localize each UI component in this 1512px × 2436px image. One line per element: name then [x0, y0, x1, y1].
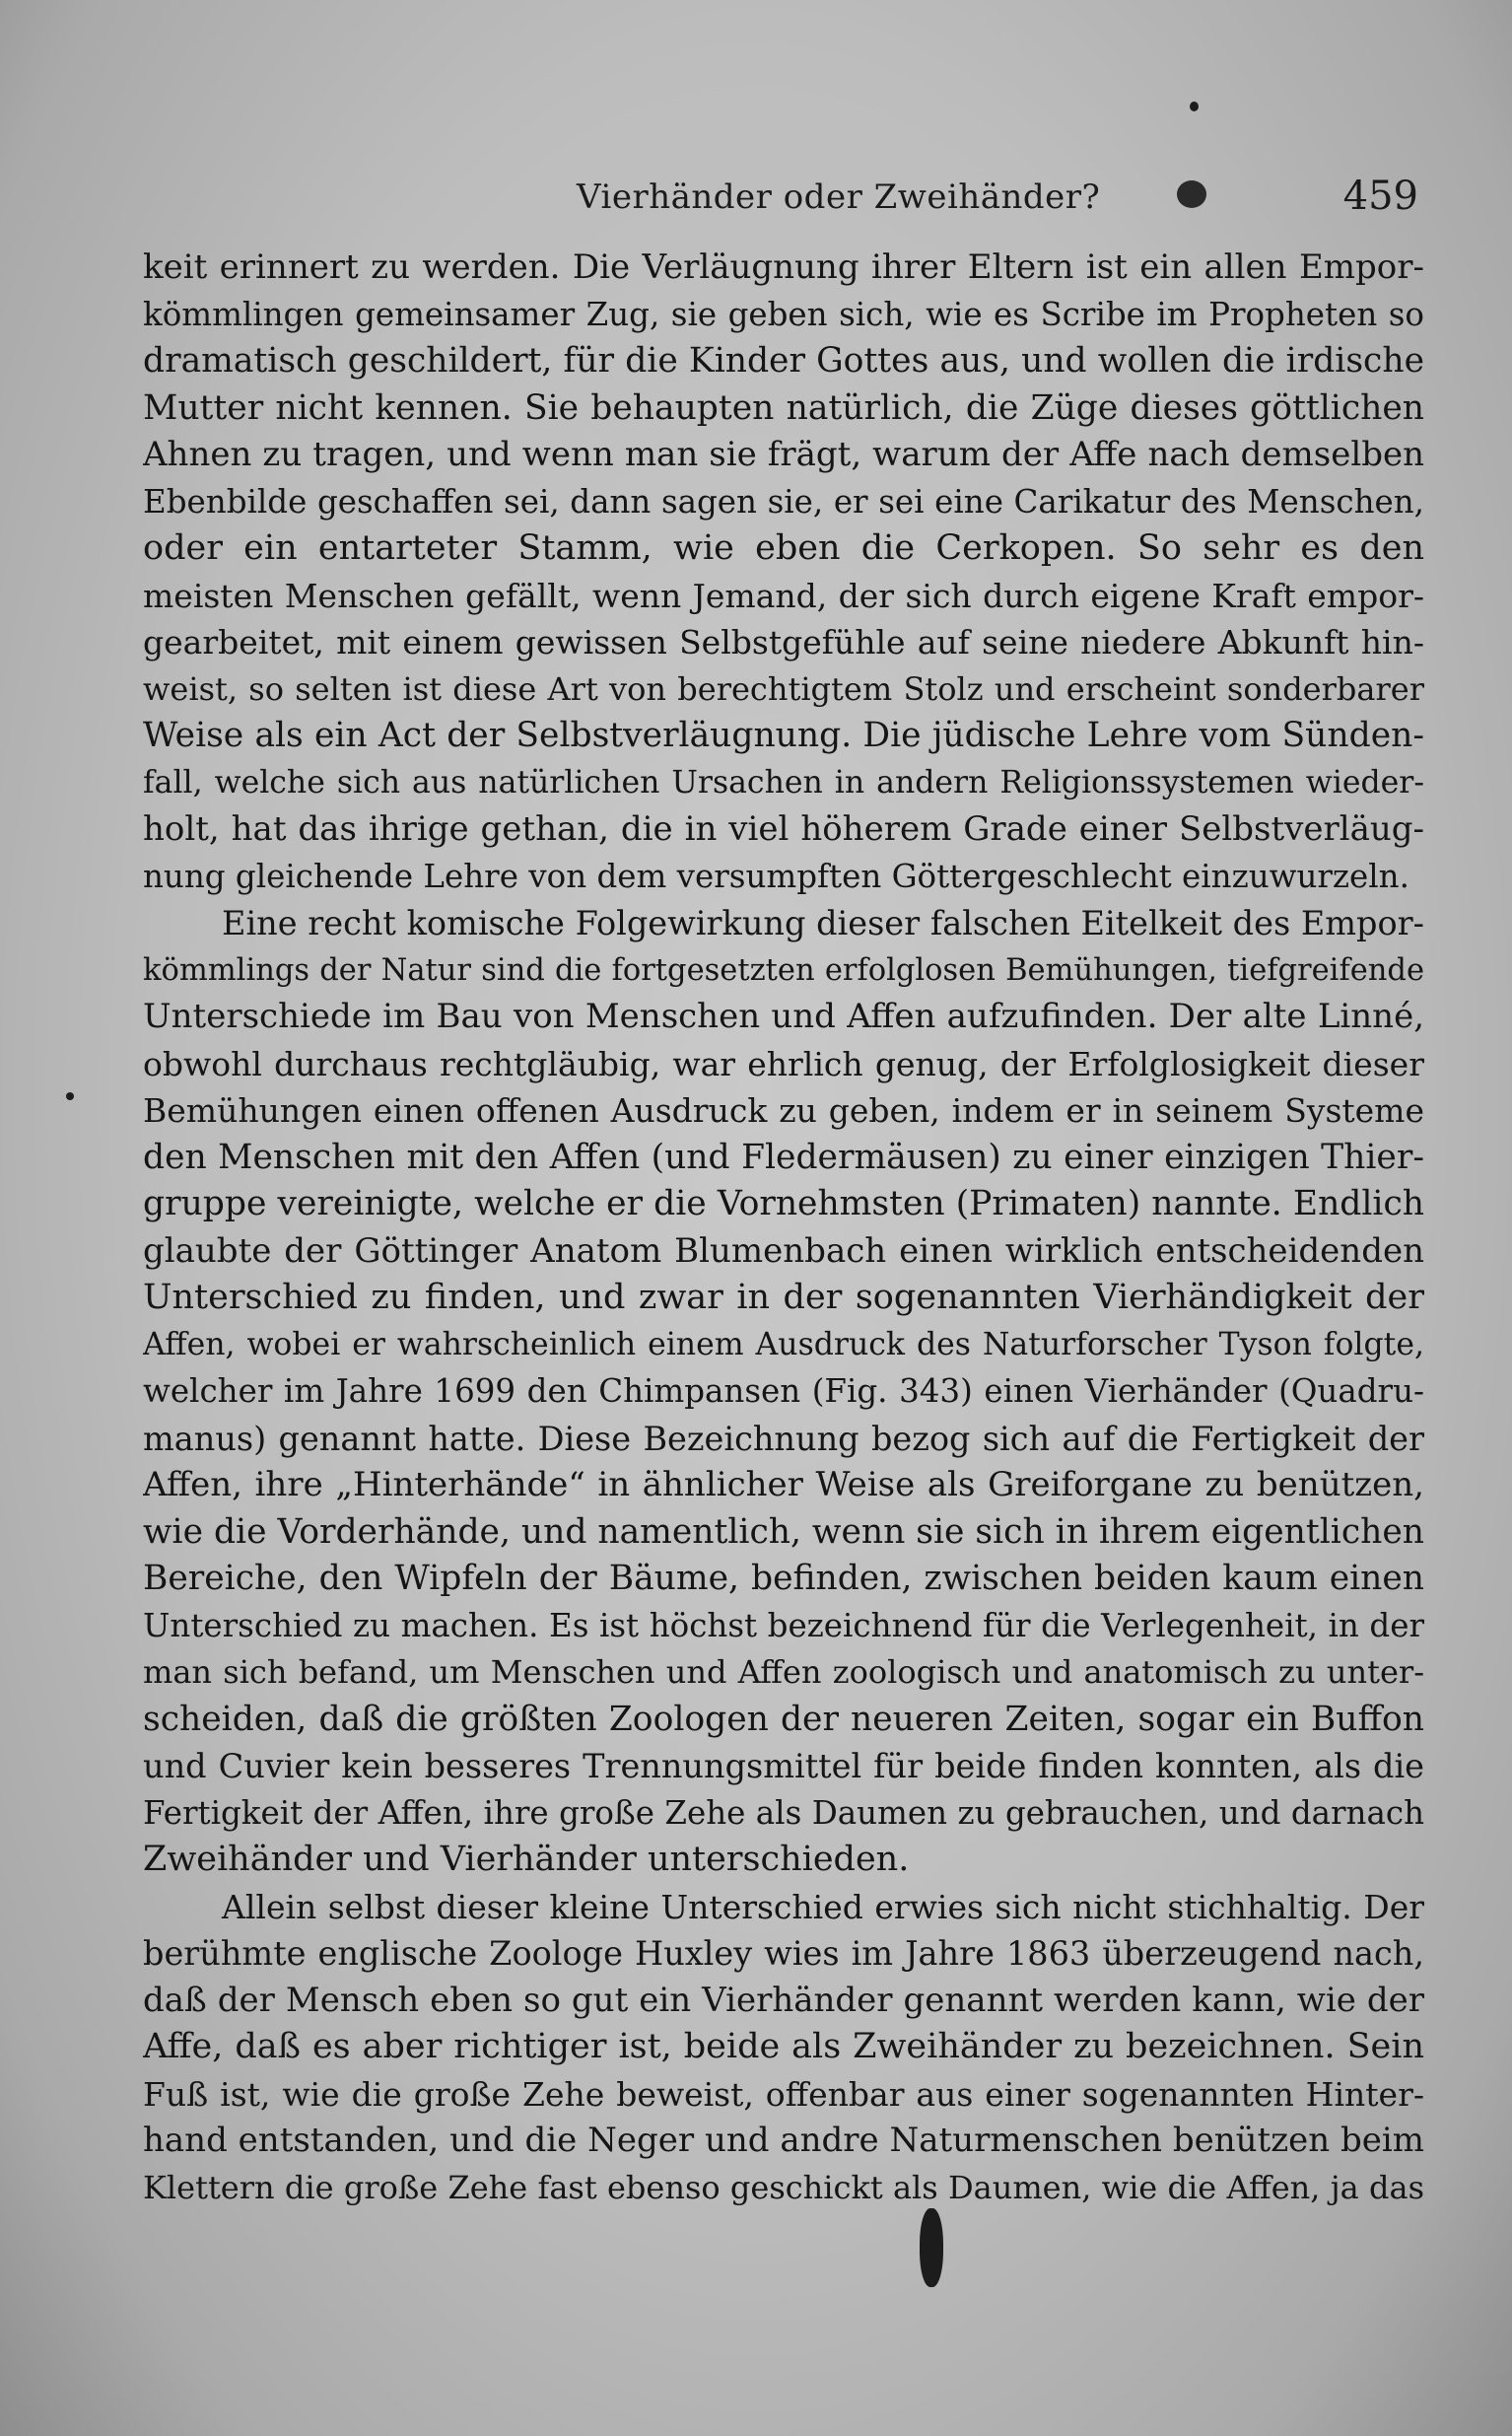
text-line: Allein selbst dieser kleine Unterschied erwies sich nicht stichhaltig. Der: [222, 1887, 1424, 1926]
text-line: Affen, ihre „Hinterhände“ in ähnlicher Weise als Greiforgane zu benützen,: [143, 1465, 1424, 1504]
page-header: [143, 168, 1418, 227]
ink-spot: [1190, 102, 1199, 111]
text-line: man sich befand, um Menschen und Affen zoologisch und anatomisch zu unter-: [143, 1653, 1424, 1691]
text-line: keit erinnert zu werden. Die Verläugnung ihrer Eltern ist ein allen Empor-: [143, 247, 1424, 287]
text-line: und Cuvier kein besseres Trennungsmittel für beide finden konnten, als die: [143, 1747, 1424, 1785]
text-line: kömmlings der Natur sind die fortgesetzten erfolglosen Bemühungen, tiefgreifende: [143, 952, 1424, 988]
text-line: kömmlingen gemeinsamer Zug, sie geben sich, wie es Scribe im Propheten so: [143, 295, 1424, 333]
text-line: meisten Menschen gefällt, wenn Jemand, der sich durch eigene Kraft empor-: [143, 576, 1424, 615]
text-line: Ahnen zu tragen, und wenn man sie frägt, warum der Affe nach demselben: [143, 435, 1424, 474]
text-line: Fuß ist, wie die große Zehe beweist, offenbar aus einer sogenannten Hinter-: [143, 2074, 1424, 2114]
text-line: scheiden, daß die größten Zoologen der neueren Zeiten, sogar ein Buffon: [143, 1699, 1424, 1739]
ink-spot: [920, 2208, 943, 2287]
text-line: glaubte der Göttinger Anatom Blumenbach einen wirklich entscheidenden: [143, 1230, 1424, 1271]
text-line: Unterschied zu machen. Es ist höchst bezeichnend für die Verlegenheit, in der: [143, 1606, 1424, 1644]
text-line: Unterschied zu finden, und zwar in der sogenannten Vierhändigkeit der: [143, 1278, 1424, 1317]
text-line: Bereiche, den Wipfeln der Bäume, befinden, zwischen beiden kaum einen: [143, 1559, 1424, 1598]
text-line: daß der Mensch eben so gut ein Vierhänder genannt werden kann, wie der: [143, 1980, 1424, 2020]
text-line: holt, hat das ihrige gethan, die in viel höherem Grade einer Selbstverläug-: [143, 809, 1424, 849]
page-number: 459: [1342, 174, 1418, 219]
text-line: Unterschiede im Bau von Menschen und Affen aufzufinden. Der alte Linné,: [143, 997, 1424, 1036]
text-line: Zweihänder und Vierhänder unterschieden.: [143, 1840, 910, 1879]
text-line: gruppe vereinigte, welche er die Vornehmsten (Primaten) nannte. Endlich: [143, 1184, 1424, 1223]
text-line: Weise als ein Act der Selbstverläugnung. Die jüdische Lehre vom Sünden-: [143, 716, 1424, 755]
body-text: [143, 244, 1424, 2211]
text-line: manus) genannt hatte. Diese Bezeichnung bezog sich auf die Fertigkeit der: [143, 1419, 1424, 1458]
text-line: berühmte englische Zoologe Huxley wies im Jahre 1863 überzeugend nach,: [143, 1934, 1424, 1973]
text-line: nung gleichende Lehre von dem versumpften Göttergeschlecht einzuwurzeln.: [143, 857, 1409, 895]
ink-spot: [66, 1092, 74, 1100]
text-line: den Menschen mit den Affen (und Fledermäusen) zu einer einzigen Thier-: [143, 1137, 1424, 1177]
text-line: obwohl durchaus rechtgläubig, war ehrlich genug, der Erfolglosigkeit dieser: [143, 1044, 1424, 1083]
text-line: Affen, wobei er wahrscheinlich einem Ausdruck des Naturforscher Tyson folgte,: [143, 1326, 1424, 1362]
text-line: fall, welche sich aus natürlichen Ursachen in andern Religionssystemen wieder-: [143, 764, 1424, 800]
text-line: Affe, daß es aber richtiger ist, beide als Zweihänder zu bezeichnen. Sein: [143, 2027, 1424, 2066]
text-line: Mutter nicht kennen. Sie behaupten natürlich, die Züge dieses göttlichen: [143, 387, 1424, 428]
text-line: gearbeitet, mit einem gewissen Selbstgefühle auf seine niedere Abkunft hin-: [143, 623, 1424, 661]
text-line: welcher im Jahre 1699 den Chimpansen (Fig. 343) einen Vierhänder (Quadru-: [143, 1372, 1424, 1410]
text-line: weist, so selten ist diese Art von berechtigtem Stolz und erscheint sonderbarer: [143, 669, 1424, 708]
text-line: oder ein entarteter Stamm, wie eben die Cerkopen. So sehr es den: [143, 528, 1424, 568]
text-line: Klettern die große Zehe fast ebenso geschickt als Daumen, wie die Affen, ja das: [143, 2168, 1424, 2206]
text-line: Fertigkeit der Affen, ihre große Zehe als Daumen zu gebrauchen, und darnach: [143, 1793, 1424, 1832]
running-title: Vierhänder oder Zweihänder?: [577, 177, 1101, 217]
text-line: dramatisch geschildert, für die Kinder Gottes aus, und wollen die irdische: [143, 341, 1424, 381]
text-line: hand entstanden, und die Neger und andre Naturmenschen benützen beim: [143, 2121, 1424, 2160]
text-line: Bemühungen einen offenen Ausdruck zu geben, indem er in seinem Systeme: [143, 1091, 1424, 1130]
text-line: Eine recht komische Folgewirkung dieser falschen Eitelkeit des Empor-: [222, 904, 1424, 942]
text-line: wie die Vorderhände, und namentlich, wenn sie sich in ihrem eigentlichen: [143, 1511, 1424, 1552]
text-line: Ebenbilde geschaffen sei, dann sagen sie, er sei eine Carikatur des Menschen,: [143, 482, 1424, 521]
